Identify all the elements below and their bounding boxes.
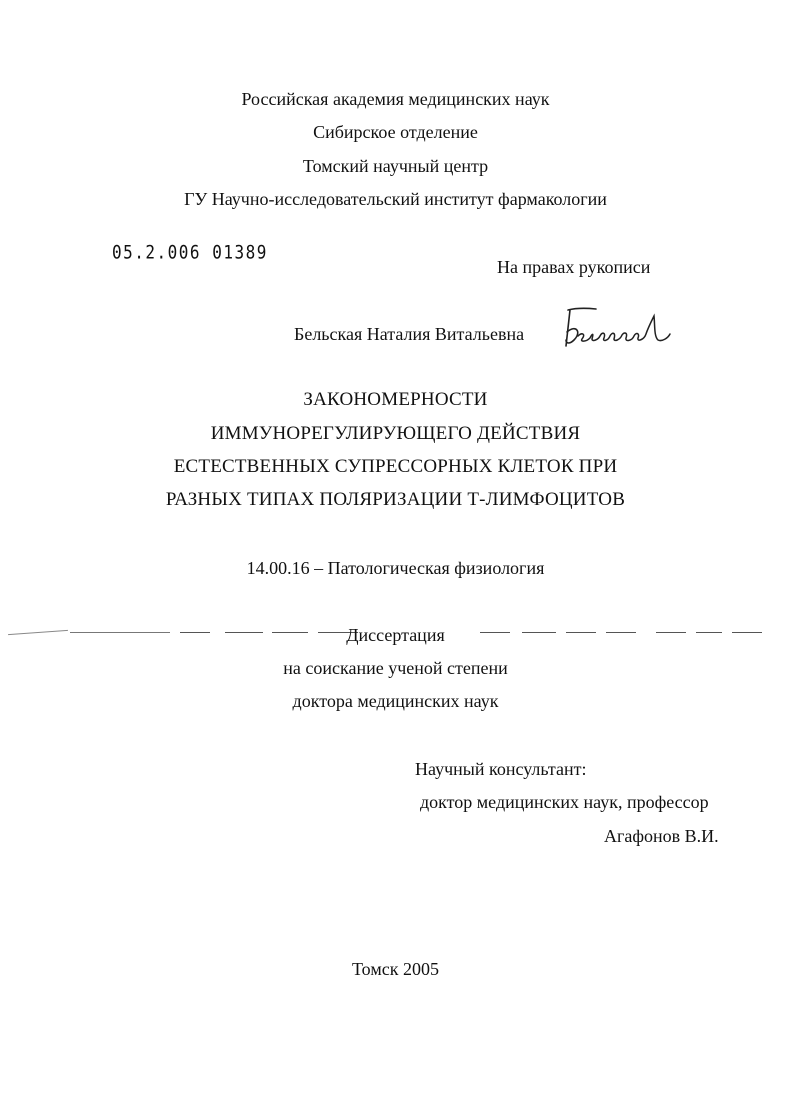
- consultant-title: доктор медицинских наук, профессор: [420, 792, 709, 812]
- header-branch: Сибирское отделение: [313, 122, 478, 142]
- dissertation-line-3: доктора медицинских наук: [292, 691, 499, 711]
- rights-note: На правах рукописи: [497, 257, 651, 277]
- header-academy: Российская академия медицинских наук: [241, 89, 550, 109]
- signature-icon: [562, 306, 674, 354]
- header-center: Томский научный центр: [302, 156, 489, 176]
- title-line-1: ЗАКОНОМЕРНОСТИ: [303, 389, 488, 410]
- consultant-name: Агафонов В.И.: [604, 826, 719, 846]
- title-line-4: РАЗНЫХ ТИПАХ ПОЛЯРИЗАЦИИ Т-ЛИМФОЦИТОВ: [165, 489, 626, 510]
- title-line-3: ЕСТЕСТВЕННЫХ СУПРЕССОРНЫХ КЛЕТОК ПРИ: [173, 456, 618, 477]
- header-institute: ГУ Научно-исследовательский институт фармакологии: [184, 189, 607, 209]
- dissertation-line-2: на соискание ученой степени: [283, 658, 508, 678]
- footer-city-year: Томск 2005: [352, 959, 439, 979]
- specialty: 14.00.16 – Патологическая физиология: [246, 558, 545, 578]
- title-line-2: ИММУНОРЕГУЛИРУЮЩЕГО ДЕЙСТВИЯ: [210, 423, 581, 444]
- dissertation-label: Диссертация: [346, 625, 445, 645]
- stamp-number: 05.2.006 01389: [112, 241, 268, 263]
- author-signature: [562, 306, 674, 359]
- consultant-label: Научный консультант:: [415, 759, 587, 779]
- author-name: Бельская Наталия Витальевна: [294, 324, 525, 344]
